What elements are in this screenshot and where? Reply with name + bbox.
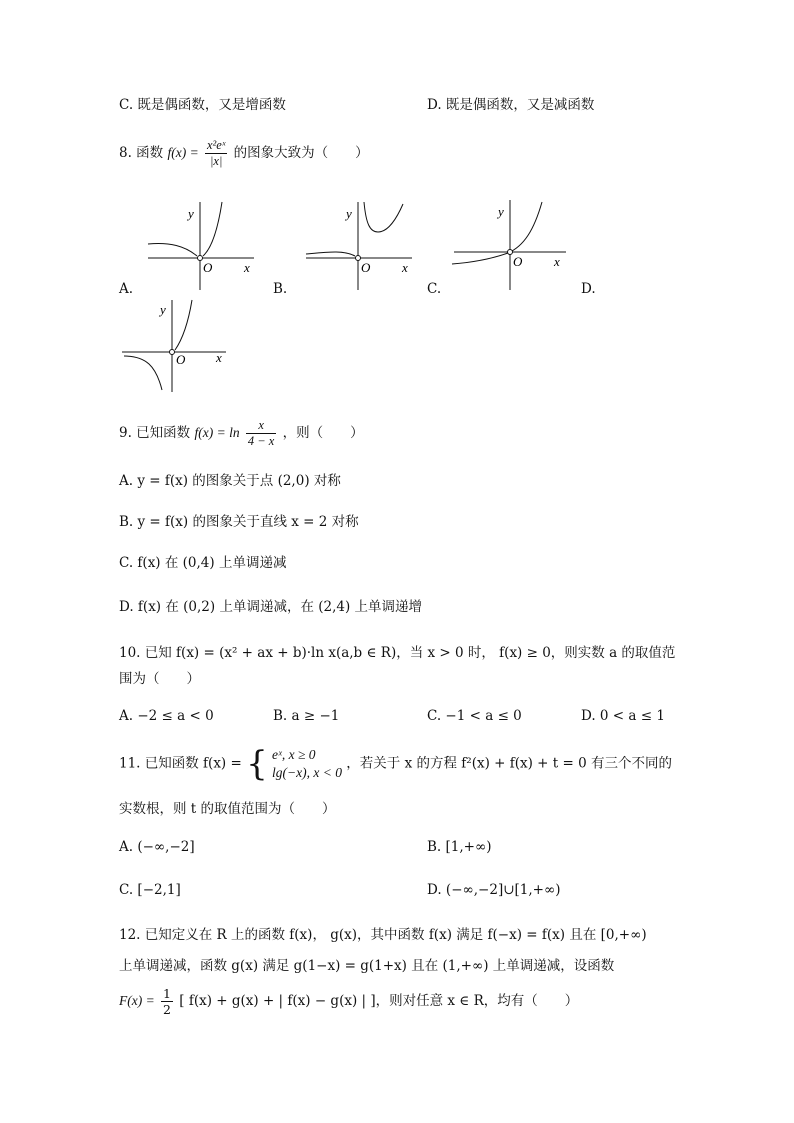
q8-a-y-label: y xyxy=(188,206,194,221)
q10-line1: 10. 已知 f(x) = (x² + ax + b)·ln x(a,b ∈ R)，当 x > 0 时， f(x) ≥ 0，则实数 a 的取值范 xyxy=(119,645,676,661)
q8-number: 8. 函数 xyxy=(119,145,164,161)
q11-pre: 11. 已知函数 f(x) = xyxy=(119,755,242,772)
q11-stem xyxy=(119,746,672,782)
q8-c-x-label: x xyxy=(554,254,560,269)
q9-frac-num: x xyxy=(246,418,276,434)
q7-option-c: C. 既是偶函数，又是增函数 xyxy=(119,97,286,113)
q11-brace: { xyxy=(246,744,268,784)
q8-frac-num: x²eˣ xyxy=(206,138,226,152)
q10-line2: 围为（ ） xyxy=(119,671,200,687)
q9-fraction xyxy=(246,418,276,449)
q9-stem-pre: 9. 已知函数 xyxy=(119,425,191,441)
q8-b-origin: O xyxy=(361,260,371,275)
q9-stem xyxy=(119,418,364,449)
q8-d-x-label: x xyxy=(216,350,222,365)
q10-option-d: D. 0 < a ≤ 1 xyxy=(581,708,665,724)
q12-frac-num: 1 xyxy=(163,986,171,1001)
q11-option-d: D. (−∞,−2]∪[1,+∞) xyxy=(427,882,561,898)
q8-c-origin: O xyxy=(513,254,523,269)
q11-case1: eˣ, x ≥ 0 xyxy=(272,747,316,762)
q8-fraction xyxy=(205,138,227,169)
q8-frac-den: |x| xyxy=(209,154,223,168)
q8-fx: f(x) = xyxy=(167,145,199,160)
q8-d-origin: O xyxy=(176,352,186,367)
q7-option-d: D. 既是偶函数，又是减函数 xyxy=(427,97,595,113)
q11-post: ，若关于 x 的方程 f²(x) + f(x) + t = 0 有三个不同的 xyxy=(346,755,672,772)
q8-graph-c xyxy=(448,196,572,292)
q8-b-x-label: x xyxy=(402,260,408,275)
q12-line3-post: [ f(x) + g(x) + | f(x) − g(x) | ]，则对任意 x ∈ R，均有（ ） xyxy=(179,993,579,1009)
q9-stem-post: ，则（ ） xyxy=(282,425,364,441)
q8-c-y-label: y xyxy=(498,204,504,219)
q11-cases xyxy=(272,746,342,782)
q11-line2: 实数根，则 t 的取值范围为（ ） xyxy=(119,801,336,817)
q8-a-origin: O xyxy=(203,260,213,275)
q11-option-b: B. [1,+∞) xyxy=(427,839,492,855)
q12-line2: 上单调递减，函数 g(x) 满足 g(1−x) = g(1+x) 且在 (1,+∞) 上单调递减，设函数 xyxy=(119,958,615,974)
q8-graph-b xyxy=(298,198,418,292)
q11-option-a: A. (−∞,−2] xyxy=(119,839,195,855)
q8-a-x-label: x xyxy=(244,260,250,275)
q12-fraction xyxy=(161,986,173,1017)
q9-fx: f(x) = ln xyxy=(194,425,240,440)
q9-option-b: B. y = f(x) 的图象关于直线 x = 2 对称 xyxy=(119,514,359,530)
q8-label-c: C. xyxy=(427,281,442,297)
q11-case2: lg(−x), x < 0 xyxy=(272,765,342,780)
q12-line3 xyxy=(119,986,578,1017)
q9-option-d: D. f(x) 在 (0,2) 上单调递减，在 (2,4) 上单调递增 xyxy=(119,599,423,615)
q10-option-a: A. −2 ≤ a < 0 xyxy=(119,708,214,724)
q8-label-d-marker: D. xyxy=(581,281,596,297)
q12-frac-den: 2 xyxy=(163,1002,171,1017)
q8-d-y-label: y xyxy=(160,302,166,317)
q8-b-y-label: y xyxy=(346,206,352,221)
q8-label-b: B. xyxy=(273,281,288,297)
q9-option-c: C. f(x) 在 (0,4) 上单调递减 xyxy=(119,555,287,571)
q9-option-a: A. y = f(x) 的图象关于点 (2,0) 对称 xyxy=(119,473,341,489)
q11-option-c: C. [−2,1] xyxy=(119,882,181,898)
q8-graph-a xyxy=(140,198,260,292)
q12-line1: 12. 已知定义在 R 上的函数 f(x)， g(x)，其中函数 f(x) 满足 f(−x) = f(x) 且在 [0,+∞) xyxy=(119,927,647,943)
q10-option-c: C. −1 < a ≤ 0 xyxy=(427,708,522,724)
q8-stem xyxy=(119,138,369,169)
q10-option-b: B. a ≥ −1 xyxy=(273,708,340,724)
q8-label-a: A. xyxy=(119,281,134,297)
q12-Fx: F(x) = xyxy=(119,993,155,1008)
q8-graph-d xyxy=(118,296,232,394)
q8-tail: 的图象大致为（ ） xyxy=(233,145,369,161)
q9-frac-den: 4 − x xyxy=(247,434,275,448)
